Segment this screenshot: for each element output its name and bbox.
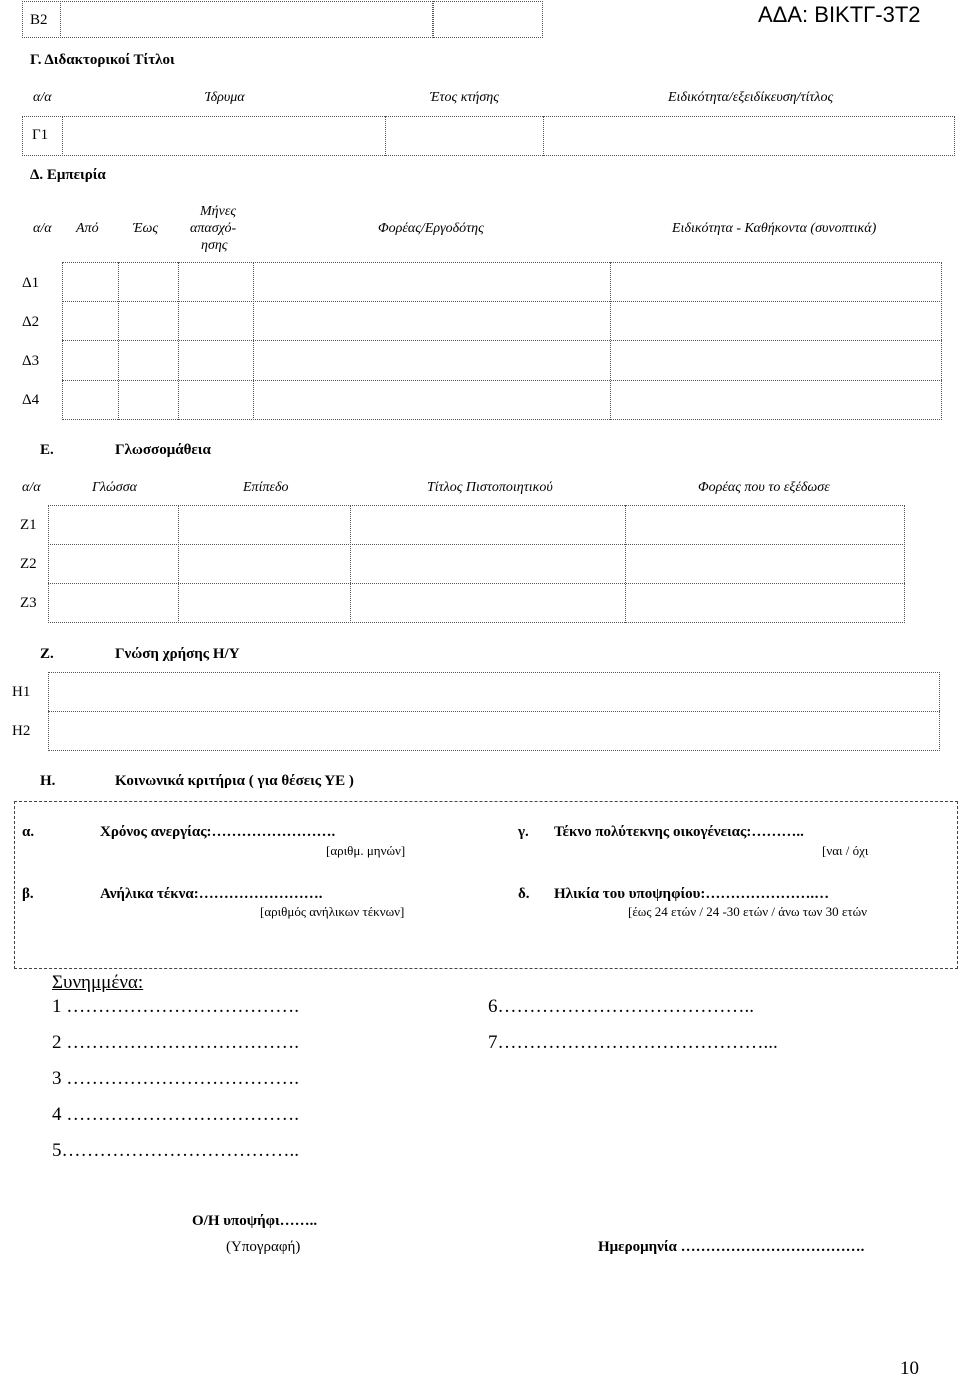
attachment-6: 6………………………………….. xyxy=(488,996,754,1017)
languages-title: Γλωσσομάθεια xyxy=(115,442,211,458)
social-c-letter: γ. xyxy=(518,824,529,840)
social-b-label: Ανήλικα τέκνα:……………………. xyxy=(100,886,323,902)
doctoral-title: Γ. Διδακτορικοί Τίτλοι xyxy=(30,52,175,68)
social-d-letter: δ. xyxy=(518,886,530,902)
page-number: 10 xyxy=(900,1358,919,1379)
experience-col-to: Έως xyxy=(133,221,159,236)
social-c-hint: [ναι / όχι xyxy=(822,843,869,858)
social-d-hint: [έως 24 ετών / 24 -30 ετών / άνω των 30 ετών xyxy=(628,904,868,919)
experience-vline-1 xyxy=(118,262,119,420)
experience-col-months-3: ησης xyxy=(201,238,228,253)
languages-row-1: Ζ1 xyxy=(20,517,37,533)
experience-title: Δ. Εμπειρία xyxy=(30,167,106,183)
social-letter: Η. xyxy=(40,773,56,789)
languages-col-aa: α/α xyxy=(22,480,41,495)
languages-col-certificate: Τίτλος Πιστοποιητικού xyxy=(427,480,553,495)
date-label: Ημερομηνία ………………………………. xyxy=(598,1239,865,1255)
ada-code: ΑΔΑ: ΒΙΚΤΓ-3Τ2 xyxy=(758,2,921,27)
experience-row-4: Δ4 xyxy=(22,392,40,408)
experience-col-from: Από xyxy=(76,221,99,236)
header-divider xyxy=(60,1,61,38)
doctoral-row-label: Γ1 xyxy=(32,127,49,143)
doctoral-divider-3 xyxy=(543,116,544,156)
experience-hline-2 xyxy=(62,340,942,341)
experience-row-1: Δ1 xyxy=(22,275,40,291)
computer-title: Γνώση χρήσης Η/Υ xyxy=(115,646,240,662)
languages-col-issuer: Φορέας που το εξέδωσε xyxy=(698,480,830,495)
languages-vline-3 xyxy=(625,505,626,623)
doctoral-col-institution: Ίδρυμα xyxy=(205,90,245,105)
languages-col-level: Επίπεδο xyxy=(243,480,289,495)
languages-hline-2 xyxy=(48,583,905,584)
social-a-label: Χρόνος ανεργίας:……………………. xyxy=(100,824,336,840)
experience-hline-1 xyxy=(62,301,942,302)
social-b-letter: β. xyxy=(22,886,34,902)
languages-vline-1 xyxy=(178,505,179,623)
experience-vline-3 xyxy=(253,262,254,420)
page-code-box xyxy=(22,1,433,38)
social-b-hint: [αριθμός ανήλικων τέκνων] xyxy=(260,904,405,919)
computer-letter: Ζ. xyxy=(40,646,54,662)
social-c-label: Τέκνο πολύτεκνης οικογένειας:……….. xyxy=(554,824,804,840)
candidate-label: Ο/Η υποψήφι…….. xyxy=(192,1213,318,1229)
attachment-3: 3 ………………………………. xyxy=(52,1068,299,1089)
languages-vline-2 xyxy=(350,505,351,623)
experience-table xyxy=(62,262,942,420)
experience-col-months-1: Μήνες xyxy=(200,204,237,219)
doctoral-col-year: Έτος κτήσης xyxy=(430,90,499,105)
doctoral-row xyxy=(22,116,955,156)
experience-col-aa: α/α xyxy=(33,221,52,236)
computer-row-1: Η1 xyxy=(12,684,31,700)
attachment-7: 7……………………………………... xyxy=(488,1032,778,1053)
header-right-box xyxy=(433,1,543,38)
social-d-label: Ηλικία του υποψηφίου:………………….… xyxy=(554,886,830,902)
doctoral-col-aa: α/α xyxy=(33,90,52,105)
computer-hline xyxy=(48,711,940,712)
attachment-4: 4 ………………………………. xyxy=(52,1104,299,1125)
attachment-5: 5……………………………….. xyxy=(52,1140,299,1161)
attachment-1: 1 ………………………………. xyxy=(52,996,299,1017)
experience-col-employer: Φορέας/Εργοδότης xyxy=(378,221,484,236)
social-title: Κοινωνικά κριτήρια ( για θέσεις ΥΕ ) xyxy=(115,773,354,789)
languages-letter: Ε. xyxy=(40,442,54,458)
page-code: Β2 xyxy=(30,12,48,28)
doctoral-divider-2 xyxy=(385,116,386,156)
experience-vline-4 xyxy=(610,262,611,420)
signature-label: (Υπογραφή) xyxy=(226,1239,301,1255)
experience-col-months-2: απασχό- xyxy=(190,221,237,236)
experience-row-3: Δ3 xyxy=(22,353,40,369)
languages-table xyxy=(48,505,905,623)
experience-row-2: Δ2 xyxy=(22,314,40,330)
doctoral-divider-1 xyxy=(62,116,63,156)
experience-vline-2 xyxy=(178,262,179,420)
attachment-2: 2 ………………………………. xyxy=(52,1032,299,1053)
social-a-hint: [αριθμ. μηνών] xyxy=(326,843,406,858)
attachments-title: Συνημμένα: xyxy=(52,972,144,993)
computer-row-2: Η2 xyxy=(12,723,31,739)
social-a-letter: α. xyxy=(22,824,35,840)
experience-col-duties: Ειδικότητα - Καθήκοντα (συνοπτικά) xyxy=(672,221,877,236)
doctoral-col-specialty: Ειδικότητα/εξειδίκευση/τίτλος xyxy=(668,90,834,105)
languages-col-language: Γλώσσα xyxy=(92,480,137,495)
languages-hline-1 xyxy=(48,544,905,545)
experience-hline-3 xyxy=(62,380,942,381)
languages-row-2: Ζ2 xyxy=(20,556,37,572)
languages-row-3: Ζ3 xyxy=(20,595,37,611)
